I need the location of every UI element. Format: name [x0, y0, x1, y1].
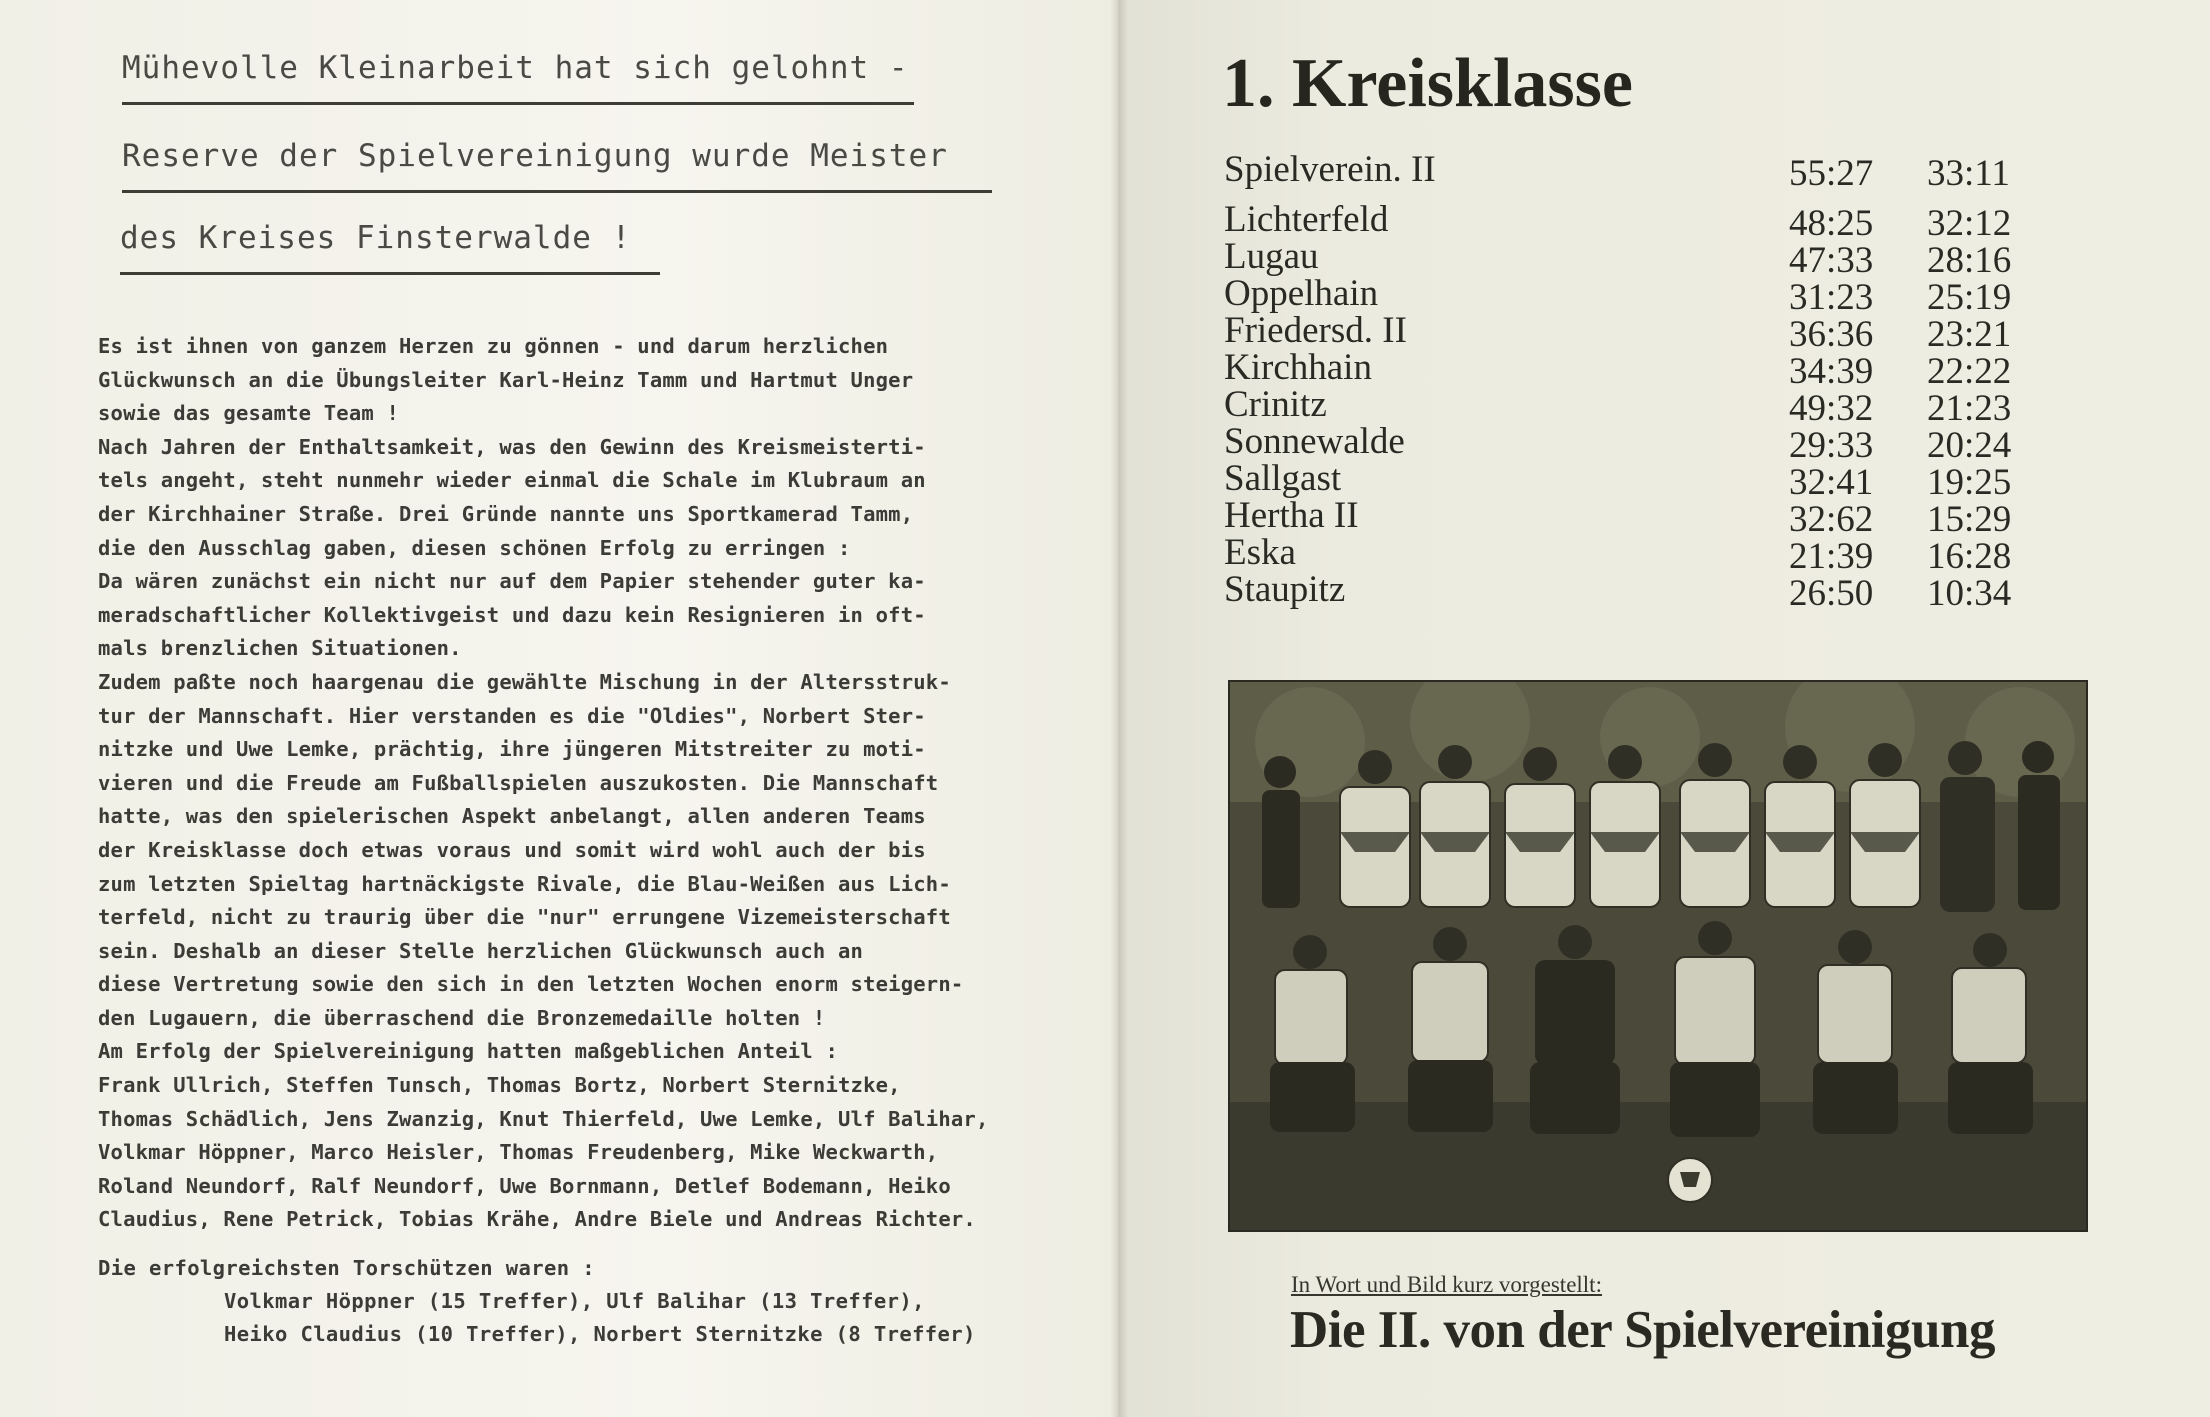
points: 32:12 [1927, 203, 2012, 244]
goal-ratio: 48:25 [1789, 203, 1874, 244]
goal-ratio: 47:33 [1789, 240, 1874, 281]
goal-ratio: 49:32 [1789, 388, 1874, 429]
body-line: den Lugauern, die überraschend die Bronzemedaille holten ! [98, 1005, 826, 1030]
points: 19:25 [1927, 462, 2012, 503]
goal-ratio: 32:62 [1789, 499, 1874, 540]
points: 23:21 [1927, 314, 2012, 355]
goal-ratio: 55:27 [1789, 153, 1874, 194]
article-body [98, 330, 1108, 1237]
standings-row [1224, 531, 2044, 577]
body-line: Volkmar Höppner, Marco Heisler, Thomas Freudenberg, Mike Weckwarth, [98, 1140, 939, 1165]
body-line: sowie das gesamte Team ! [98, 401, 400, 426]
league-title: 1. Kreisklasse [1222, 45, 1633, 122]
team-name: Friedersd. II [1224, 310, 1407, 351]
body-line: nitzke und Uwe Lemke, prächtig, ihre jüngeren Mitstreiter zu moti- [98, 737, 926, 762]
points: 15:29 [1927, 499, 2012, 540]
standings-row [1224, 148, 2044, 194]
goal-ratio: 32:41 [1789, 462, 1874, 503]
photo-caption-intro: In Wort und Bild kurz vorgestellt: [1291, 1272, 1602, 1297]
team-photo [1228, 680, 2088, 1232]
goal-ratio: 34:39 [1789, 351, 1874, 392]
scorers-line: Volkmar Höppner (15 Treffer), Ulf Balihar (13 Treffer), [224, 1289, 925, 1313]
top-scorers [98, 1252, 1108, 1351]
body-line: Nach Jahren der Enthaltsamkeit, was den Gewinn des Kreismeisterti- [98, 434, 926, 459]
body-line: der Kreisklasse doch etwas voraus und somit wird wohl auch der bis [98, 837, 926, 862]
standings-row [1224, 383, 2044, 429]
team-name: Lichterfeld [1224, 199, 1389, 240]
standings-row [1224, 346, 2044, 392]
standings-row [1224, 568, 2044, 614]
standings-row [1224, 309, 2044, 355]
body-line: zum letzten Spieltag hartnäckigste Rivale, die Blau-Weißen aus Lich- [98, 871, 951, 896]
points: 20:24 [1927, 425, 2012, 466]
team-name: Sonnewalde [1224, 421, 1405, 462]
body-line: Roland Neundorf, Ralf Neundorf, Uwe Bornmann, Detlef Bodemann, Heiko [98, 1173, 951, 1198]
team-name: Crinitz [1224, 384, 1327, 425]
book-gutter [1110, 0, 1128, 1417]
body-line: Am Erfolg der Spielvereinigung hatten maßgeblichen Anteil : [98, 1039, 838, 1064]
team-name: Oppelhain [1224, 273, 1379, 314]
standings-row [1224, 198, 2044, 244]
body-line: tels angeht, steht nunmehr wieder einmal die Schale im Klubraum an [98, 468, 926, 493]
body-line: Es ist ihnen von ganzem Herzen zu gönnen - und darum herzlichen [98, 334, 889, 358]
body-line: tur der Mannschaft. Hier verstanden es die "Oldies", Norbert Ster- [98, 703, 926, 728]
body-line: mals brenzlichen Situationen. [98, 636, 462, 661]
scorers-line: Heiko Claudius (10 Treffer), Norbert Sternitzke (8 Treffer) [224, 1322, 976, 1346]
team-name: Hertha II [1224, 495, 1359, 536]
body-line: der Kirchhainer Straße. Drei Gründe nannte uns Sportkamerad Tamm, [98, 501, 914, 526]
standings-row [1224, 457, 2044, 503]
team-name: Lugau [1224, 236, 1319, 277]
goal-ratio: 36:36 [1789, 314, 1874, 355]
points: 33:11 [1927, 153, 2010, 194]
points: 25:19 [1927, 277, 2012, 318]
standings-row [1224, 235, 2044, 281]
goal-ratio: 21:39 [1789, 536, 1874, 577]
points: 16:28 [1927, 536, 2012, 577]
body-line: Thomas Schädlich, Jens Zwanzig, Knut Thierfeld, Uwe Lemke, Ulf Balihar, [98, 1106, 989, 1131]
team-name: Kirchhain [1224, 347, 1372, 388]
standings-row [1224, 272, 2044, 318]
headline-underline-3 [120, 272, 660, 275]
body-line: Glückwunsch an die Übungsleiter Karl-Heinz Tamm und Hartmut Unger [98, 367, 914, 392]
body-line: meradschaftlicher Kollektivgeist und dazu kein Resignieren in oft- [98, 602, 926, 627]
photo-caption-title: Die II. von der Spielvereinigung [1290, 1301, 1995, 1359]
points: 28:16 [1927, 240, 2012, 281]
points: 22:22 [1927, 351, 2012, 392]
standings-row [1224, 494, 2044, 540]
team-photo-drawing [1230, 682, 2086, 1230]
body-line: diese Vertretung sowie den sich in den letzten Wochen enorm steigern- [98, 972, 964, 997]
headline-line-3: des Kreises Finsterwalde ! [120, 220, 632, 256]
team-name: Spielverein. II [1224, 149, 1436, 190]
headline-line-1: Mühevolle Kleinarbeit hat sich gelohnt - [122, 50, 909, 86]
points: 10:34 [1927, 573, 2012, 614]
headline-line-2: Reserve der Spielvereinigung wurde Meister [122, 138, 948, 174]
body-line: die den Ausschlag gaben, diesen schönen Erfolg zu erringen : [98, 535, 851, 560]
scorers-heading: Die erfolgreichsten Torschützen waren : [98, 1256, 595, 1280]
body-line: Frank Ullrich, Steffen Tunsch, Thomas Bortz, Norbert Sternitzke, [98, 1073, 901, 1098]
goal-ratio: 31:23 [1789, 277, 1874, 318]
team-name: Staupitz [1224, 569, 1346, 610]
body-line: hatte, was den spielerischen Aspekt anbelangt, allen anderen Teams [98, 804, 926, 829]
headline-underline-1 [122, 102, 914, 105]
standings-row [1224, 420, 2044, 466]
goal-ratio: 26:50 [1789, 573, 1874, 614]
body-line: Zudem paßte noch haargenau die gewählte Mischung in der Altersstruk- [98, 669, 951, 694]
body-line: Claudius, Rene Petrick, Tobias Krähe, Andre Biele und Andreas Richter. [98, 1207, 976, 1232]
points: 21:23 [1927, 388, 2012, 429]
body-line: Da wären zunächst ein nicht nur auf dem Papier stehender guter ka- [98, 569, 926, 594]
body-line: terfeld, nicht zu traurig über die "nur" errungene Vizemeisterschaft [98, 905, 951, 930]
body-line: sein. Deshalb an dieser Stelle herzlichen Glückwunsch auch an [98, 938, 864, 963]
team-name: Eska [1224, 532, 1296, 573]
team-name: Sallgast [1224, 458, 1342, 499]
goal-ratio: 29:33 [1789, 425, 1874, 466]
headline-underline-2 [122, 190, 992, 193]
body-line: vieren und die Freude am Fußballspielen auszukosten. Die Mannschaft [98, 770, 939, 795]
